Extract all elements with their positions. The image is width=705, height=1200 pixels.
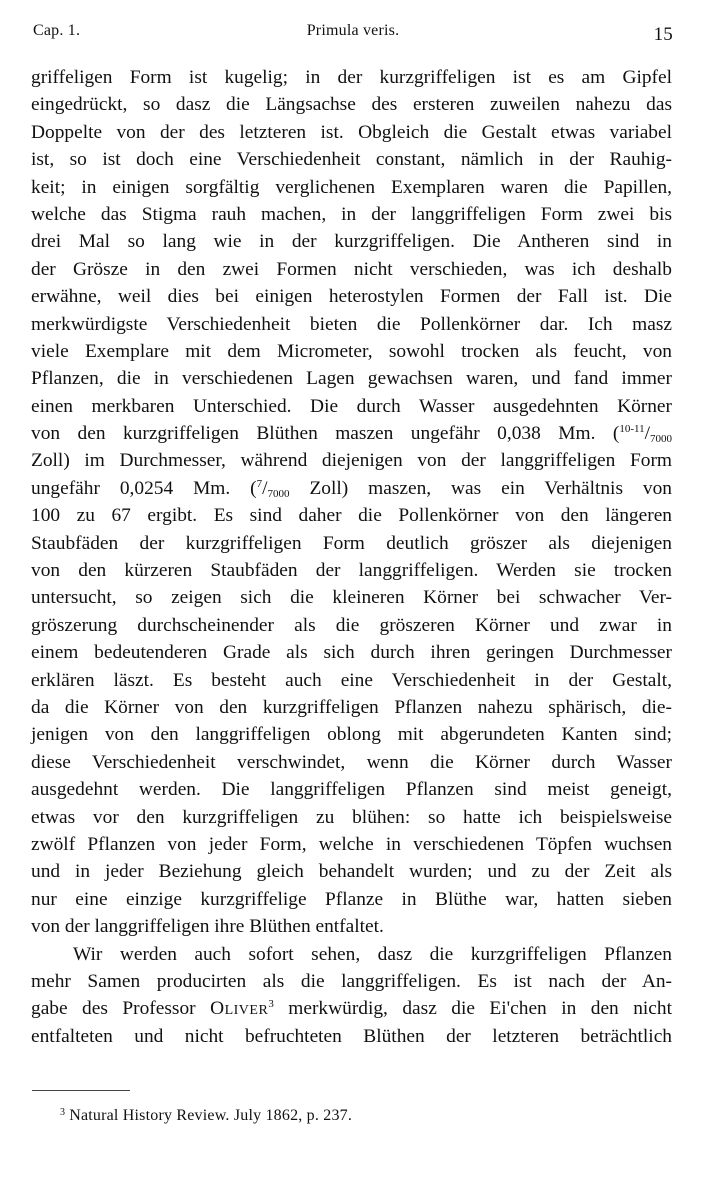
footnote-reference: 3 [268, 998, 274, 1011]
text-line: Zoll) im Durchmesser, während diejenigen von der langgriffeligen Form [31, 450, 672, 472]
text-line: drei Mal so lang wie in der kurzgriffeligen. Die Antheren sind in [31, 231, 672, 253]
text-line: einem bedeutenderen Grade als sich durch ihren geringen Durchmesser [31, 642, 672, 664]
text-line: von den kürzeren Staubfäden der langgriffeligen. Werden sie trocken [31, 560, 672, 582]
page-header [33, 22, 673, 44]
text-line: entfalteten und nicht befruchteten Blüthen der letzteren beträchtlich [31, 1025, 672, 1047]
page-number: 15 [653, 24, 673, 45]
text-line: Staubfäden der kurzgriffeligen Form deutlich gröszer als diejenigen [31, 532, 672, 554]
body-text [31, 64, 672, 1050]
text-line: erklären läszt. Es besteht auch eine Verschiedenheit in der Gestalt, [31, 669, 672, 691]
text-line: erwähne, weil dies bei einigen heterostylen Formen der Fall ist. Die [31, 286, 672, 308]
text-line: jenigen von den langgriffeligen oblong mit abgerundeten Kanten sind; [31, 724, 672, 746]
text-line: gröszerung durchscheinender als die gröszeren Körner und zwar in [31, 614, 672, 636]
paragraph-end-line: von der langgriffeligen ihre Blüthen entfaltet. [31, 916, 384, 938]
paragraph-start-line: Wir werden auch sofort sehen, dasz die kurzgriffeligen Pflanzen [73, 943, 672, 965]
text-line: eingedrückt, so dasz die Längsachse des ersteren zuweilen nahezu das [31, 94, 672, 116]
text-line: da die Körner von den kurzgriffeligen Pflanzen nahezu sphärisch, die- [31, 696, 672, 718]
text-line: ist, so ist doch eine Verschiedenheit constant, nämlich in der Rauhig- [31, 149, 672, 171]
text-line: griffeligen Form ist kugelig; in der kurzgriffeligen ist es am Gipfel [31, 67, 672, 88]
footnote [60, 1107, 352, 1125]
fraction-denominator: 7000 [267, 487, 290, 500]
text-segment: von den kurzgriffeligen Blüthen maszen ungefähr 0,038 Mm. [31, 423, 596, 445]
text-line: etwas vor den kurzgriffeligen zu blühen: so hatte ich beispielsweise [31, 806, 672, 828]
text-line: zwölf Pflanzen von jeder Form, welche in verschiedenen Töpfen wuchsen [31, 833, 672, 855]
text-line: ausgedehnt werden. Die langgriffeligen Pflanzen sind meist geneigt, [31, 779, 672, 801]
text-line: mehr Samen producirten als die langgriffeligen. Es ist nach der An- [31, 970, 672, 992]
text-line: der Grösze in den zwei Formen nicht verschieden, was ich deshalb [31, 258, 672, 280]
text-line: untersucht, so zeigen sich die kleineren Körner bei schwacher Ver- [31, 587, 672, 609]
text-line: 100 zu 67 ergibt. Es sind daher die Pollenkörner von den längeren [31, 505, 672, 527]
text-segment: Zoll) maszen, was ein Verhältnis von [309, 477, 672, 499]
text-line: nur eine einzige kurzgriffelige Pflanze in Blüthe war, hatten sieben [31, 888, 672, 910]
text-line-with-citation [31, 995, 672, 1022]
text-line: diese Verschiedenheit verschwindet, wenn die Körner durch Wasser [31, 751, 672, 773]
fraction-numerator: 10-11 [619, 423, 645, 436]
footnote-mark: 3 [60, 1107, 66, 1118]
footnote-text: Natural History Review. July 1862, p. 237. [69, 1107, 353, 1124]
text-line: Doppelte von der des letzteren ist. Obgleich die Gestalt etwas variabel [31, 121, 672, 143]
running-title: Primula veris. [306, 22, 400, 39]
text-line-with-fraction: von den kurzgriffeligen Blüthen maszen ungefähr 0,038 Mm. ($^{10-11}/_{7000}$ [31, 423, 672, 446]
author-name: Oliver [210, 998, 269, 1020]
chapter-label: Cap. 1. [33, 22, 81, 39]
fraction-denominator: 7000 [650, 433, 672, 446]
text-line: keit; in einigen sorgfältig verglichenen Exemplaren waren die Papillen, [31, 176, 672, 198]
text-line: und in jeder Beziehung gleich behandelt wurden; und zu der Zeit als [31, 861, 672, 883]
text-line: einen merkbaren Unterschied. Die durch Wasser ausgedehnten Körner [31, 395, 672, 417]
text-segment: ungefähr 0,0254 Mm. ( [31, 477, 257, 499]
text-segment: merkwürdig, dasz die Ei'chen in den nicht [288, 998, 672, 1020]
text-line-with-fraction: ungefähr 0,0254 Mm. ($^7/_{7000}$ Zoll) maszen, was ein Verhältnis von [31, 477, 672, 500]
text-line: Pflanzen, die in verschiedenen Lagen gewachsen waren, und fand immer [31, 368, 672, 390]
text-line: welche das Stigma rauh machen, in der langgriffeligen Form zwei bis [31, 203, 672, 225]
text-line: merkwürdigste Verschiedenheit bieten die Pollenkörner dar. Ich masz [31, 313, 672, 335]
footnote-divider [32, 1090, 130, 1091]
fraction-numerator: 7 [256, 477, 263, 490]
text-segment: gabe des Professor [31, 998, 196, 1020]
text-line: viele Exemplare mit dem Micrometer, sowohl trocken als feucht, von [31, 340, 672, 362]
